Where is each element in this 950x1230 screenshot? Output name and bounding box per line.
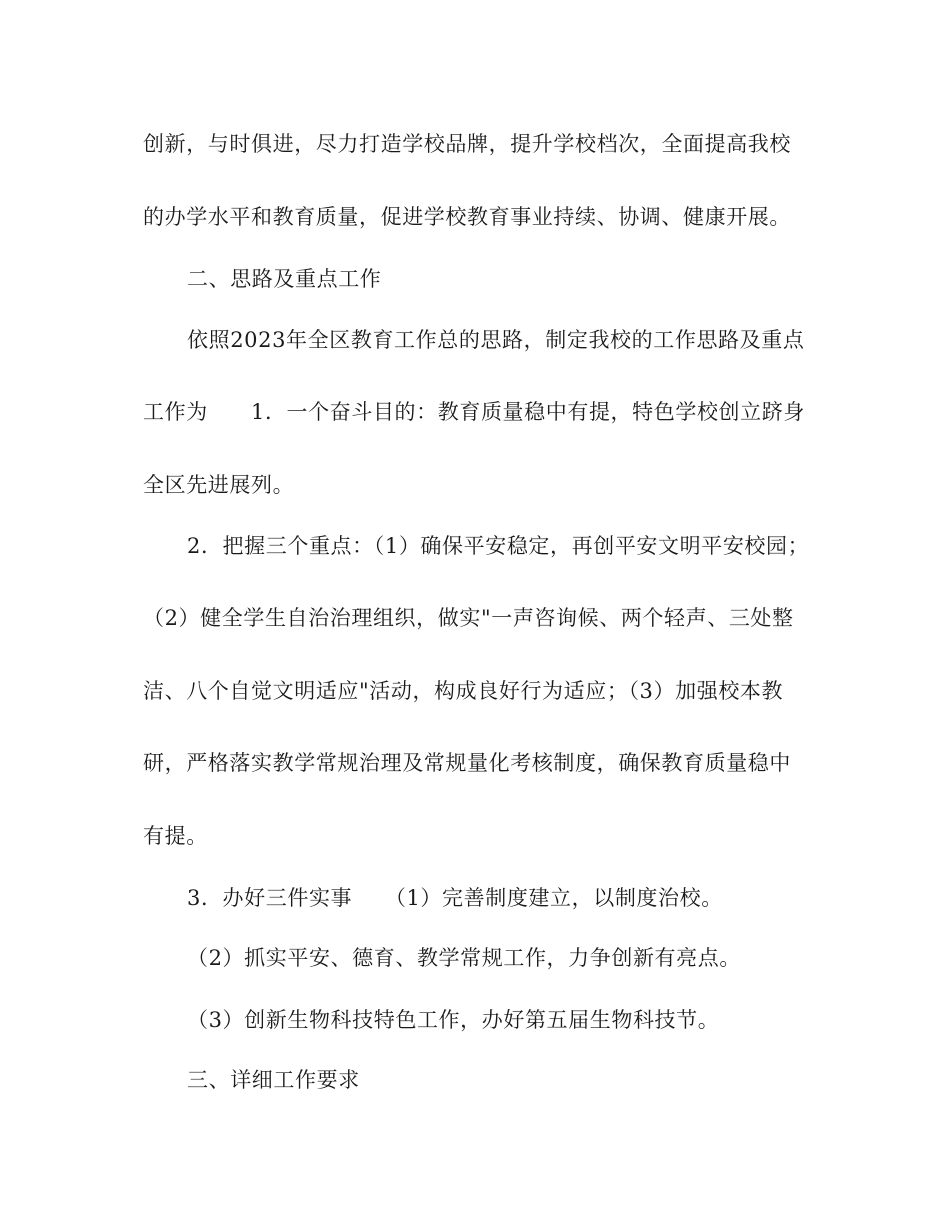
body-text-line: 2．把握三个重点：（1）确保平安稳定，再创平安文明平安校园； [187,534,810,558]
body-text-line: （2）健全学生自治治理组织，做实"一声咨询候、两个轻声、三处整 [143,606,794,630]
section-heading: 二、思路及重点工作 [187,267,382,291]
body-text-line: 工作为 1．一个奋斗目的：教育质量稳中有提，特色学校创立跻身 [143,400,805,424]
body-text-line: 有提。 [143,824,208,848]
body-text-line: 研，严格落实教学常规治理及常规量化考核制度，确保教育质量稳中 [143,751,791,775]
body-text-line: 依照2023年全区教育工作总的思路，制定我校的工作思路及重点 [187,328,805,352]
body-text-line: 全区先进展列。 [143,473,295,497]
body-text-line: （3）创新生物科技特色工作，办好第五届生物科技节。 [187,1008,720,1032]
body-text-line: 洁、八个自觉文明适应"活动，构成良好行为适应；（3）加强校本教 [143,679,784,703]
body-text-line: 的办学水平和教育质量，促进学校教育事业持续、协调、健康开展。 [143,205,791,229]
section-heading: 三、详细工作要求 [187,1068,360,1092]
body-text-line: （2）抓实平安、德育、教学常规工作，力争创新有亮点。 [187,946,741,970]
body-text-line: 创新，与时俱进，尽力打造学校品牌，提升学校档次，全面提高我校 [143,132,791,156]
body-text-line: 3．办好三件实事 （1）完善制度建立，以制度治校。 [187,886,723,910]
